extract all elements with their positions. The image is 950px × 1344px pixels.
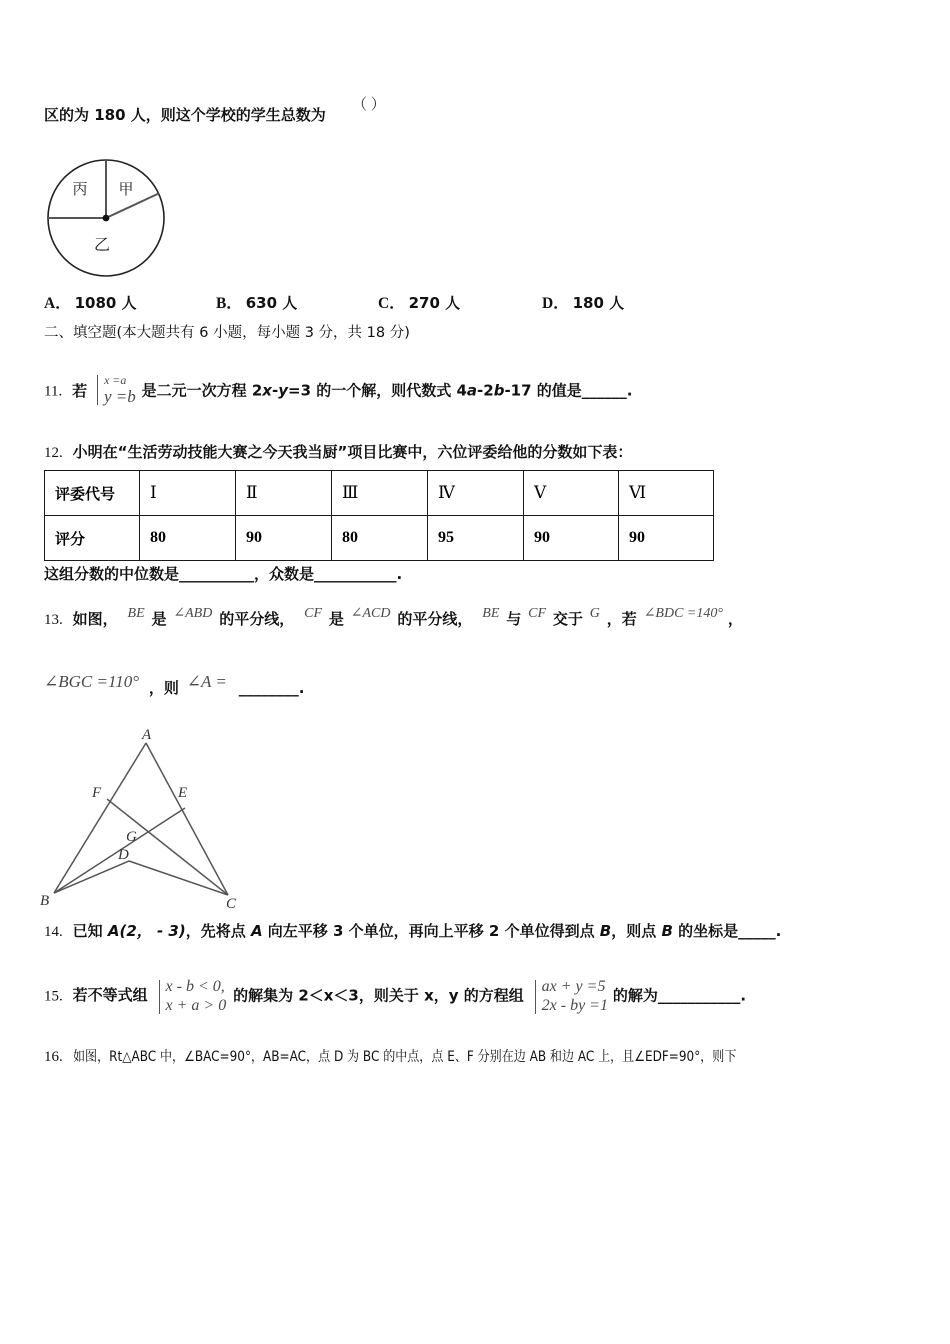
table-rowlabel-judge-code: 评委代号	[45, 471, 140, 516]
q10-answer-paren: （ ）	[352, 97, 386, 113]
segment-AC	[146, 743, 228, 895]
q13-t5: 与	[506, 610, 522, 628]
q14-ital-a2: A	[250, 922, 263, 940]
q14-ital-b2: B	[661, 922, 673, 940]
figure-label-D: D	[118, 847, 129, 863]
q13-angle-bdc: ∠BDC =140°	[643, 606, 723, 621]
q16-number: 16.	[44, 1049, 63, 1065]
q11-rest-d: y	[278, 381, 288, 400]
figure-label-E: E	[178, 785, 188, 801]
q14-end: .	[775, 922, 782, 940]
q12-number: 12.	[44, 445, 63, 461]
table-cell-judge-4: Ⅳ	[428, 471, 524, 516]
q12-stem: 小明在“生活劳动技能大赛之今天我当厨”项目比赛中，六位评委给他的分数如下表：	[72, 443, 633, 461]
q13-line-2	[44, 672, 305, 697]
q14-point-a: A(2， - 3)	[107, 922, 186, 940]
q14-text-e: 的坐标是	[672, 922, 739, 940]
q13-t7: ，若	[606, 610, 637, 628]
q10-option-d[interactable]	[542, 294, 624, 314]
table-cell-judge-5: Ⅴ	[524, 471, 619, 516]
q10-stem-continuation: 区的为 180 人，则这个学校的学生总数为	[44, 106, 326, 124]
q10-option-b[interactable]	[216, 294, 297, 314]
figure-label-C: C	[226, 896, 237, 912]
q13-lead: 如图，	[72, 610, 118, 628]
q15-end: .	[740, 986, 747, 1005]
table-cell-judge-3: Ⅲ	[332, 471, 428, 516]
q13-seg-cf-2: CF	[528, 606, 547, 621]
q10-option-a[interactable]	[44, 294, 137, 314]
q14-ital-b1: B	[599, 922, 612, 940]
q14-text-d: ，则点	[611, 922, 662, 940]
q14-number: 14.	[44, 924, 63, 940]
q13-line2-t: ，则	[148, 679, 179, 697]
q15-mid: 的解集为 2＜x＜3，则关于 x，y 的方程组	[233, 986, 524, 1005]
table-row-scores	[45, 516, 714, 561]
q13-t1: 是	[151, 610, 167, 628]
segment-AB	[54, 743, 146, 893]
q15-answer-blank[interactable]: ___________	[657, 986, 741, 1005]
pie-label-bing: 丙	[72, 180, 88, 198]
table-cell-score-6: 90	[619, 516, 714, 561]
q13-line2-end: .	[298, 679, 305, 697]
q13-triangle-figure	[30, 725, 250, 920]
q11-system	[95, 373, 136, 407]
q10-option-c[interactable]	[378, 294, 460, 314]
q12-after-b: ，众数是	[254, 565, 315, 583]
q15-ineq-line1: x - b < 0,	[165, 978, 225, 995]
q14-text-b: ，先将点	[185, 922, 251, 940]
q13-t8: ，	[727, 610, 743, 628]
q13-t3: 是	[328, 610, 344, 628]
pie-center-dot	[103, 215, 110, 222]
q15-tail: 的解为	[612, 986, 658, 1005]
section-2-heading: 二、填空题(本大题共有 6 小题，每小题 3 分，共 18 分)	[44, 325, 410, 341]
figure-label-B: B	[40, 893, 50, 909]
table-cell-score-3: 80	[332, 516, 428, 561]
figure-label-A: A	[142, 727, 152, 743]
q13-seg-cf-1: CF	[304, 606, 322, 621]
q13-point-g: G	[589, 606, 600, 621]
table-cell-score-2: 90	[236, 516, 332, 561]
figure-label-F: F	[92, 785, 102, 801]
q11-system-line1: x =a	[103, 373, 127, 387]
table-cell-judge-2: Ⅱ	[236, 471, 332, 516]
q12-followup-row	[44, 565, 402, 585]
table-cell-score-5: 90	[524, 516, 619, 561]
figure-label-G: G	[126, 829, 137, 845]
q11-rest-c: -	[271, 381, 279, 400]
q10-option-c-text: 270 人	[408, 294, 461, 312]
q13-angle-a: ∠A =	[186, 672, 227, 691]
q15-inequality-system	[157, 978, 227, 1016]
q10-option-d-key: D．	[542, 295, 569, 312]
pie-label-jia: 甲	[118, 180, 134, 198]
q12-median-blank[interactable]: __________	[179, 565, 255, 583]
q13-t4: 的平分线，	[397, 610, 473, 628]
q10-option-a-text: 1080 人	[74, 294, 137, 312]
q11-rest-h: b	[493, 381, 505, 400]
q13-t2: 的平分线，	[219, 610, 295, 628]
q12-score-table	[44, 470, 714, 561]
q14	[44, 922, 781, 942]
segment-BD	[54, 861, 129, 893]
q15-ineq-line2: x + a > 0	[165, 996, 227, 1014]
q10-option-d-text: 180 人	[572, 294, 625, 312]
q11-rest-e: =3 的一个解，则代数式 4	[288, 381, 467, 400]
q13-t6: 交于	[552, 610, 583, 628]
table-cell-judge-6: Ⅵ	[619, 471, 714, 516]
q15-lead: 若不等式组	[72, 986, 148, 1005]
q13-seg-be-2: BE	[482, 606, 500, 621]
q14-text-c: 向左平移 3 个单位，再向上平移 2 个单位得到点	[262, 922, 600, 940]
q11-rest-i: -17 的值是	[504, 381, 582, 400]
q14-text-a: 已知	[72, 922, 108, 940]
q16-text: 如图，Rt△ABC 中，∠BAC=90°，AB=AC，点 D 为 BC 的中点，点 E、F 分别在边 AB 和边 AC 上，且∠EDF=90°，则下	[72, 1049, 736, 1065]
q13-angle-abd: ∠ABD	[173, 606, 213, 621]
q12-after-a: 这组分数的中位数是	[44, 565, 180, 583]
q11-end: .	[626, 381, 633, 400]
q11-rest-b: x	[262, 381, 272, 400]
q14-answer-blank[interactable]: _____	[738, 922, 776, 940]
q10-option-a-key: A．	[44, 295, 71, 312]
q16	[44, 1048, 844, 1067]
table-cell-score-1: 80	[140, 516, 236, 561]
q13-angle-bgc: ∠BGC =110°	[44, 672, 140, 691]
table-cell-judge-1: Ⅰ	[140, 471, 236, 516]
q10-option-b-key: B．	[216, 295, 242, 312]
q15-number: 15.	[44, 988, 63, 1005]
q11-lead: 若	[72, 381, 88, 400]
q12-after-c: .	[396, 565, 403, 583]
q11-answer-blank[interactable]: ______	[581, 381, 627, 400]
q13-seg-be-1: BE	[127, 606, 145, 621]
q11-number: 11.	[44, 383, 63, 400]
q15-equation-system	[533, 978, 608, 1016]
q11-rest-a: 是二元一次方程 2	[141, 381, 263, 400]
q11	[44, 375, 632, 409]
q13-angle-acd: ∠ACD	[350, 606, 391, 621]
q13-line-1	[44, 606, 743, 630]
table-row-judge-codes	[45, 471, 714, 516]
q11-rest-f: a	[466, 381, 478, 400]
table-rowlabel-score: 评分	[45, 516, 140, 561]
q10-pie-chart	[44, 150, 194, 295]
pie-label-yi: 乙	[93, 235, 111, 254]
q13-answer-blank[interactable]: ________	[238, 679, 299, 697]
q13-number: 13.	[44, 612, 63, 628]
q12-stem-row	[44, 443, 632, 463]
q10-option-b-text: 630 人	[245, 294, 298, 312]
q15-eq-line1: ax + y =5	[541, 978, 606, 995]
q10-option-c-key: C．	[378, 295, 405, 312]
table-cell-score-4: 95	[428, 516, 524, 561]
q11-system-line2: y =b	[103, 387, 136, 407]
q12-mode-blank[interactable]: ___________	[314, 565, 397, 583]
q11-rest-g: -2	[477, 381, 494, 400]
q15	[44, 978, 746, 1016]
q15-eq-line2: 2x - by =1	[541, 996, 608, 1014]
